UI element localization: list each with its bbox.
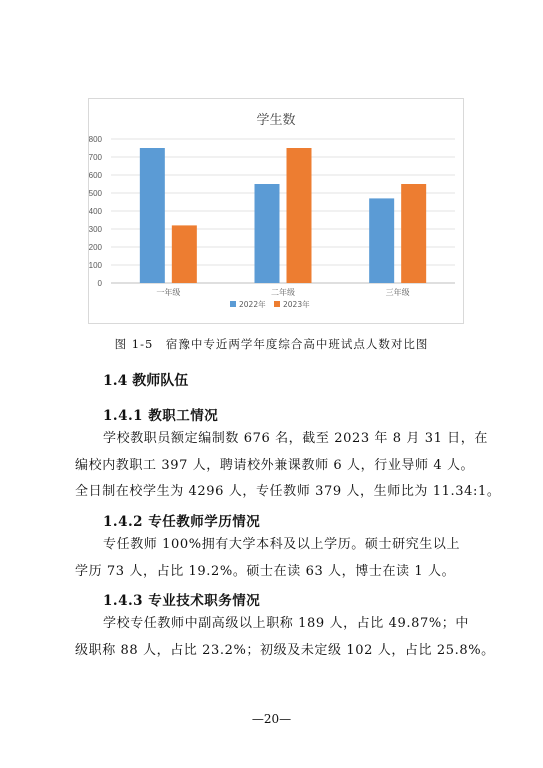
y-tick-label: 200	[89, 243, 102, 252]
legend-label: 2022年	[239, 300, 266, 309]
paragraph-line: 学校专任教师中副高级以上职称 189 人，占比 49.87%；中	[103, 616, 469, 631]
paragraph-line: 专任教师 100%拥有大学本科及以上学历。硕士研究生以上	[103, 537, 461, 552]
bar	[172, 225, 197, 283]
y-tick-label: 500	[89, 189, 102, 198]
y-tick-label: 700	[89, 153, 102, 162]
titles-paragraph	[75, 611, 495, 664]
subsection-heading-titles: 1.4.3 专业技术职务情况	[103, 593, 261, 609]
student-count-chart	[88, 98, 464, 324]
paragraph-line: 学校教职员额定编制数 676 名，截至 2023 年 8 月 31 日，在	[103, 431, 488, 446]
legend-label: 2023年	[283, 300, 310, 309]
legend-swatch	[274, 301, 280, 307]
paragraph-line: 全日制在校学生为 4296 人，专任教师 379 人，生师比为 11.34:1。	[75, 484, 501, 499]
legend-swatch	[230, 301, 236, 307]
x-tick-label: 二年级	[271, 288, 295, 297]
x-tick-label: 一年级	[156, 288, 181, 297]
bar	[369, 198, 394, 283]
education-paragraph	[75, 532, 473, 585]
y-tick-label: 600	[89, 171, 102, 180]
paragraph-line: 级职称 88 人，占比 23.2%；初级及未定级 102 人，占比 25.8%。	[75, 642, 495, 658]
chart-title: 学生数	[256, 113, 296, 128]
y-tick-label: 800	[89, 135, 102, 144]
staff-paragraph	[75, 426, 501, 506]
y-tick-label: 0	[97, 279, 102, 288]
figure-caption: 图 1-5 宿豫中专近两学年度综合高中班试点人数对比图	[114, 337, 429, 351]
subsection-heading-staff: 1.4.1 教职工情况	[103, 408, 219, 424]
paragraph-line: 编校内教职工 397 人，聘请校外兼课教师 6 人，行业导师 4 人。	[75, 457, 475, 473]
x-tick-label: 三年级	[385, 288, 410, 297]
paragraph-line: 学历 73 人，占比 19.2%。硕士在读 63 人，博士在读 1 人。	[75, 563, 456, 579]
bar	[255, 184, 280, 283]
subsection-heading-education: 1.4.2 专任教师学历情况	[103, 514, 261, 530]
page-number: —20—	[251, 712, 292, 726]
bar	[401, 184, 426, 283]
y-tick-label: 300	[89, 225, 102, 234]
bar	[287, 148, 312, 283]
bar-chart-svg	[89, 99, 463, 323]
bar	[140, 148, 165, 283]
y-tick-label: 100	[89, 261, 102, 270]
y-tick-label: 400	[89, 207, 102, 216]
section-heading-teachers: 1.4 教师队伍	[103, 373, 189, 389]
